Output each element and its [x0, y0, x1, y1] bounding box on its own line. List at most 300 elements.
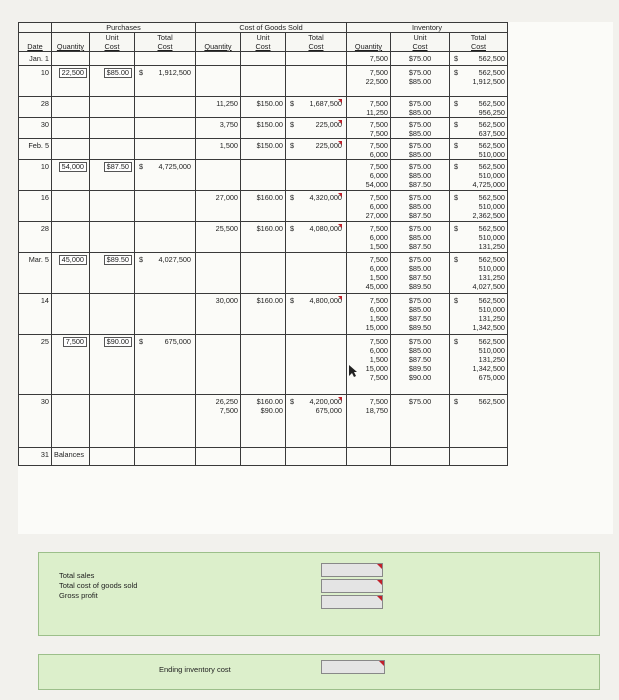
cogs-unit-cell [241, 253, 286, 294]
inv-unit-cell [391, 97, 450, 118]
dollar-sign: $ [290, 120, 295, 129]
cogs-total-value[interactable]: 4,200,000 [288, 397, 342, 406]
inv-total-value[interactable]: 562,500 [478, 99, 505, 108]
purchase-total-cell [135, 294, 196, 335]
inv-unit-value[interactable]: $75.00 [408, 224, 432, 233]
total-sales-input[interactable] [321, 563, 383, 577]
inv-qty-cell [347, 66, 391, 97]
inv-qty-value[interactable]: 6,000 [369, 346, 388, 355]
inv-qty-value[interactable]: 7,500 [369, 99, 388, 108]
purchase-qty-cell [52, 253, 90, 294]
inv-total-value[interactable]: 562,500 [478, 141, 505, 150]
inv-total-cell [450, 52, 508, 66]
inv-qty-cell [347, 191, 391, 222]
cogs-qty-cell [196, 160, 241, 191]
inv-total-value[interactable]: 562,500 [478, 255, 505, 264]
purchase-qty-cell [52, 118, 90, 139]
inv-qty-value[interactable]: 7,500 [369, 255, 388, 264]
row-date: Feb. 5 [19, 139, 52, 160]
totals-inputs [321, 563, 383, 611]
dollar-sign: $ [454, 296, 459, 305]
inv-qty-cell [347, 118, 391, 139]
inv-total-cell [450, 222, 508, 253]
inv-unit-value[interactable]: $75.00 [408, 162, 432, 171]
inv-qty-value[interactable]: 18,750 [365, 406, 388, 415]
inv-total-header: Total Cost [450, 33, 508, 52]
dollar-sign: $ [454, 397, 459, 406]
purchase-total-value[interactable]: 1,912,500 [158, 68, 191, 77]
cogs-unit-value[interactable]: $150.00 [256, 141, 283, 150]
inv-unit-cell [391, 335, 450, 395]
purchase-total-value[interactable]: 4,725,000 [158, 162, 191, 171]
cogs-qty-cell [196, 395, 241, 448]
cogs-total-cell [286, 253, 347, 294]
purchase-unit-cell [90, 294, 135, 335]
cogs-qty-value[interactable]: 26,250 [215, 397, 238, 406]
cogs-unit-value[interactable]: $150.00 [256, 120, 283, 129]
purchase-unit-cell [90, 395, 135, 448]
cogs-qty-value[interactable]: 3,750 [219, 120, 238, 129]
balances-cell [90, 448, 135, 466]
cogs-qty-value[interactable]: 11,250 [216, 99, 238, 108]
inv-qty-value[interactable]: 1,500 [369, 273, 388, 282]
cogs-unit-cell [241, 66, 286, 97]
purchase-qty-cell [52, 52, 90, 66]
inv-qty-value[interactable]: 7,500 [369, 162, 388, 171]
cogs-unit-cell [241, 335, 286, 395]
inv-total-cell [450, 97, 508, 118]
purchase-unit-value[interactable]: $90.00 [104, 337, 132, 347]
cogs-unit-cell [241, 118, 286, 139]
cogs-qty-cell [196, 66, 241, 97]
dollar-sign: $ [139, 162, 144, 171]
dollar-sign: $ [454, 162, 459, 171]
inv-total-cell [450, 191, 508, 222]
balances-cell [450, 448, 508, 466]
cogs-total-cell [286, 191, 347, 222]
cogs-unit-header: Unit Cost [241, 33, 286, 52]
cogs-total-cell [286, 52, 347, 66]
cogs-unit-cell [241, 139, 286, 160]
inv-unit-header: Unit Cost [391, 33, 450, 52]
dollar-sign: $ [454, 120, 459, 129]
purchase-total-cell [135, 395, 196, 448]
purchase-total-cell [135, 253, 196, 294]
perpetual-inventory-table [18, 22, 508, 466]
inv-total-value[interactable]: 510,000 [478, 171, 505, 180]
cogs-unit-value[interactable]: $160.00 [256, 397, 283, 406]
cogs-unit-cell [241, 160, 286, 191]
dollar-sign: $ [290, 296, 295, 305]
inv-qty-value[interactable]: 1,500 [369, 242, 388, 251]
cogs-total-value[interactable]: 225,000 [288, 120, 342, 129]
dollar-sign: $ [454, 224, 459, 233]
inv-unit-value[interactable]: $75.00 [408, 54, 432, 63]
inv-total-value[interactable]: 510,000 [478, 305, 505, 314]
dollar-sign: $ [454, 141, 459, 150]
purchase-unit-cell [90, 118, 135, 139]
cogs-qty-value[interactable]: 27,000 [215, 193, 238, 202]
inv-unit-value[interactable]: $75.00 [408, 296, 432, 305]
inv-unit-value[interactable]: $85.00 [408, 305, 432, 314]
inv-total-cell [450, 118, 508, 139]
inv-total-cell [450, 294, 508, 335]
inv-unit-value[interactable]: $89.50 [408, 364, 432, 373]
dollar-sign: $ [454, 68, 459, 77]
dollar-sign: $ [454, 54, 459, 63]
inv-unit-value[interactable]: $87.50 [408, 355, 432, 364]
cogs-total-cell [286, 294, 347, 335]
inv-qty-value[interactable]: 6,000 [369, 264, 388, 273]
cogs-unit-value-2[interactable]: $90.00 [260, 406, 283, 415]
inv-qty-cell [347, 52, 391, 66]
inv-unit-cell [391, 118, 450, 139]
inv-total-value[interactable]: 510,000 [478, 346, 505, 355]
cogs-qty-cell [196, 335, 241, 395]
inv-qty-value[interactable]: 15,000 [365, 323, 388, 332]
dollar-sign: $ [454, 99, 459, 108]
inv-total-cell [450, 66, 508, 97]
cogs-unit-value[interactable]: $160.00 [256, 224, 283, 233]
purchase-qty-cell [52, 191, 90, 222]
purchase-unit-cell [90, 139, 135, 160]
inv-unit-value[interactable]: $87.50 [408, 180, 432, 189]
inv-total-cell [450, 139, 508, 160]
purchase-qty-value[interactable]: 54,000 [59, 162, 87, 172]
row-date: 16 [19, 191, 52, 222]
purchase-unit-cell [90, 335, 135, 395]
inv-qty-header: Quantity [347, 33, 391, 52]
balances-label: Balances [52, 448, 90, 466]
cogs-qty-cell [196, 253, 241, 294]
purchase-qty-cell [52, 335, 90, 395]
inv-qty-value[interactable]: 7,500 [369, 373, 388, 382]
row-date: 30 [19, 118, 52, 139]
inv-unit-cell [391, 222, 450, 253]
cogs-qty-value[interactable]: 25,500 [215, 224, 238, 233]
cogs-qty-cell [196, 97, 241, 118]
inv-total-value[interactable]: 1,912,500 [472, 77, 505, 86]
row-date: 30 [19, 395, 52, 448]
inv-unit-value[interactable]: $75.00 [408, 397, 432, 406]
inv-qty-value[interactable]: 6,000 [369, 202, 388, 211]
purchase-qty-header: Quantity [52, 33, 90, 52]
cogs-unit-value[interactable]: $160.00 [256, 296, 283, 305]
inv-qty-value[interactable]: 7,500 [369, 397, 388, 406]
row-date: Mar. 5 [19, 253, 52, 294]
inv-qty-value[interactable]: 54,000 [365, 180, 388, 189]
inv-unit-cell [391, 66, 450, 97]
inv-unit-cell [391, 253, 450, 294]
cogs-total-cell [286, 160, 347, 191]
inv-total-value[interactable]: 562,500 [478, 337, 505, 346]
inv-unit-cell [391, 160, 450, 191]
cogs-qty-cell [196, 222, 241, 253]
cogs-total-cell [286, 118, 347, 139]
total-cogs-label: Total cost of goods sold [59, 581, 138, 590]
dollar-sign: $ [290, 397, 295, 406]
inv-total-value[interactable]: 131,250 [478, 242, 505, 251]
inv-unit-value[interactable]: $75.00 [408, 193, 432, 202]
balances-cell [196, 448, 241, 466]
inv-total-value[interactable]: 131,250 [478, 273, 505, 282]
inv-unit-value[interactable]: $85.00 [408, 171, 432, 180]
cogs-unit-cell [241, 395, 286, 448]
dollar-sign: $ [139, 68, 144, 77]
cogs-qty-header: Quantity [196, 33, 241, 52]
date-header-blank [19, 23, 52, 33]
inv-unit-value[interactable]: $87.50 [408, 273, 432, 282]
inv-qty-value[interactable]: 6,000 [369, 305, 388, 314]
cogs-total-cell [286, 97, 347, 118]
cogs-total-header: Total Cost [286, 33, 347, 52]
purchase-qty-cell [52, 160, 90, 191]
inv-total-cell [450, 395, 508, 448]
purchase-unit-value[interactable]: $85.00 [104, 68, 132, 78]
inv-total-value[interactable]: 510,000 [478, 202, 505, 211]
cogs-total-value[interactable]: 1,687,500 [288, 99, 342, 108]
inv-total-cell [450, 160, 508, 191]
inv-total-value[interactable]: 562,500 [478, 54, 505, 63]
dollar-sign: $ [454, 337, 459, 346]
inv-unit-cell [391, 294, 450, 335]
cogs-qty-cell [196, 139, 241, 160]
inv-total-cell [450, 253, 508, 294]
purchase-total-value[interactable]: 675,000 [164, 337, 191, 346]
purchase-unit-cell [90, 66, 135, 97]
inv-unit-value[interactable]: $89.50 [408, 323, 432, 332]
ending-inventory-input[interactable] [321, 660, 385, 674]
purchase-unit-cell [90, 52, 135, 66]
purchase-unit-cell [90, 160, 135, 191]
dollar-sign: $ [139, 255, 144, 264]
inv-total-value[interactable]: 562,500 [478, 68, 505, 77]
inv-unit-value[interactable]: $75.00 [408, 141, 432, 150]
inv-total-value[interactable]: 4,725,000 [472, 180, 505, 189]
cogs-unit-value[interactable]: $160.00 [256, 193, 283, 202]
purchase-unit-cell [90, 97, 135, 118]
gross-profit-label: Gross profit [59, 591, 98, 600]
row-date: 28 [19, 222, 52, 253]
balances-cell [391, 448, 450, 466]
purchase-total-cell [135, 97, 196, 118]
inv-unit-value[interactable]: $75.00 [408, 255, 432, 264]
dollar-sign: $ [290, 141, 295, 150]
purchase-total-cell [135, 66, 196, 97]
inv-total-value[interactable]: 2,362,500 [472, 211, 505, 220]
row-date: Jan. 1 [19, 52, 52, 66]
cogs-qty-cell [196, 294, 241, 335]
row-date: 14 [19, 294, 52, 335]
inv-unit-value[interactable]: $90.00 [408, 373, 432, 382]
inv-qty-value[interactable]: 11,250 [366, 108, 388, 117]
dollar-sign: $ [290, 224, 295, 233]
inv-qty-value[interactable]: 7,500 [369, 224, 388, 233]
inv-total-value[interactable]: 562,500 [478, 296, 505, 305]
cogs-total-value[interactable]: 225,000 [288, 141, 342, 150]
row-date: 28 [19, 97, 52, 118]
inv-total-value[interactable]: 510,000 [478, 150, 505, 159]
inv-unit-cell [391, 52, 450, 66]
inv-total-value[interactable]: 131,250 [478, 314, 505, 323]
cogs-unit-cell [241, 222, 286, 253]
purchase-total-cell [135, 222, 196, 253]
cogs-qty-value-2[interactable]: 7,500 [219, 406, 238, 415]
inv-total-cell [450, 335, 508, 395]
inventory-header: Inventory [347, 23, 508, 33]
purchase-unit-header: Unit Cost [90, 33, 135, 52]
purchase-unit-value[interactable]: $89.50 [104, 255, 132, 265]
inv-total-value[interactable]: 562,500 [478, 162, 505, 171]
inv-qty-cell [347, 395, 391, 448]
row-date: 25 [19, 335, 52, 395]
purchase-unit-value[interactable]: $87.50 [104, 162, 132, 172]
purchase-qty-cell [52, 222, 90, 253]
inv-total-value[interactable]: 562,500 [478, 193, 505, 202]
inv-total-value[interactable]: 637,500 [478, 129, 505, 138]
cogs-unit-cell [241, 191, 286, 222]
inv-unit-value[interactable]: $85.00 [408, 129, 432, 138]
cogs-total-value-2[interactable]: 675,000 [315, 406, 342, 415]
cogs-total-value[interactable]: 4,800,000 [288, 296, 342, 305]
inv-qty-value[interactable]: 7,500 [369, 337, 388, 346]
inv-qty-value[interactable]: 15,000 [365, 364, 388, 373]
inv-total-value[interactable]: 562,500 [478, 120, 505, 129]
dollar-sign: $ [290, 193, 295, 202]
inv-qty-value[interactable]: 7,500 [369, 120, 388, 129]
cogs-qty-cell [196, 52, 241, 66]
cogs-qty-value[interactable]: 30,000 [215, 296, 238, 305]
cogs-total-cell [286, 139, 347, 160]
inv-unit-value[interactable]: $85.00 [408, 202, 432, 211]
purchase-total-cell [135, 160, 196, 191]
inv-qty-value[interactable]: 1,500 [369, 314, 388, 323]
date-col-header: Date [19, 33, 52, 52]
balances-cell [241, 448, 286, 466]
inv-total-value[interactable]: 4,027,500 [472, 282, 505, 291]
purchase-unit-cell [90, 253, 135, 294]
ending-inventory-label: Ending inventory cost [159, 665, 231, 674]
purchases-header: Purchases [52, 23, 196, 33]
purchase-qty-value[interactable]: 7,500 [63, 337, 87, 347]
dollar-sign: $ [139, 337, 144, 346]
inv-unit-value[interactable]: $87.50 [408, 211, 432, 220]
dollar-sign: $ [454, 193, 459, 202]
inv-qty-value[interactable]: 1,500 [369, 355, 388, 364]
inv-qty-value[interactable]: 7,500 [369, 68, 388, 77]
purchase-qty-cell [52, 97, 90, 118]
inv-total-value[interactable]: 1,342,500 [472, 364, 505, 373]
purchase-total-cell [135, 118, 196, 139]
total-cogs-input[interactable] [321, 579, 383, 593]
inv-qty-value[interactable]: 6,000 [369, 150, 388, 159]
inv-unit-value[interactable]: $85.00 [408, 233, 432, 242]
cogs-header: Cost of Goods Sold [196, 23, 347, 33]
inv-qty-value[interactable]: 7,500 [369, 54, 388, 63]
inv-unit-value[interactable]: $75.00 [408, 68, 432, 77]
purchase-unit-cell [90, 222, 135, 253]
inv-qty-value[interactable]: 7,500 [369, 129, 388, 138]
inv-unit-value[interactable]: $89.50 [408, 282, 432, 291]
purchase-qty-value[interactable]: 45,000 [59, 255, 87, 265]
inv-qty-value[interactable]: 45,000 [365, 282, 388, 291]
inv-unit-value[interactable] [393, 406, 447, 415]
gross-profit-input[interactable] [321, 595, 383, 609]
totals-panel [38, 552, 600, 636]
inv-unit-value[interactable]: $87.50 [408, 314, 432, 323]
purchase-qty-cell [52, 139, 90, 160]
purchase-total-header: Total Cost [135, 33, 196, 52]
inv-unit-value[interactable]: $75.00 [408, 337, 432, 346]
mouse-cursor-icon [348, 364, 358, 378]
inv-qty-value[interactable]: 6,000 [369, 171, 388, 180]
cogs-qty-cell [196, 191, 241, 222]
inv-qty-value[interactable]: 22,500 [365, 77, 388, 86]
total-sales-label: Total sales [59, 571, 95, 580]
inv-total-value[interactable]: 510,000 [478, 233, 505, 242]
inv-qty-value[interactable]: 7,500 [369, 141, 388, 150]
inv-unit-value[interactable]: $85.00 [408, 346, 432, 355]
inv-total-value[interactable]: 675,000 [478, 373, 505, 382]
inv-qty-value[interactable]: 6,000 [369, 233, 388, 242]
inv-unit-value[interactable]: $85.00 [408, 77, 432, 86]
inv-total-value[interactable]: 1,342,500 [472, 323, 505, 332]
inv-unit-value[interactable]: $85.00 [408, 264, 432, 273]
inv-total-value[interactable] [452, 406, 505, 415]
purchase-total-cell [135, 191, 196, 222]
row-date: 10 [19, 66, 52, 97]
purchase-total-cell [135, 335, 196, 395]
inv-total-value[interactable]: 562,500 [478, 224, 505, 233]
row-date: 10 [19, 160, 52, 191]
inv-unit-value[interactable]: $75.00 [408, 120, 432, 129]
cogs-total-value[interactable]: 4,320,000 [288, 193, 342, 202]
balances-cell [286, 448, 347, 466]
purchase-total-cell [135, 52, 196, 66]
cogs-total-cell [286, 222, 347, 253]
inv-total-value[interactable]: 510,000 [478, 264, 505, 273]
inv-qty-cell [347, 253, 391, 294]
purchase-qty-cell [52, 294, 90, 335]
inv-qty-value[interactable]: 7,500 [369, 296, 388, 305]
inv-total-value[interactable]: 131,250 [478, 355, 505, 364]
cogs-qty-value[interactable]: 1,500 [219, 141, 238, 150]
totals-labels [59, 571, 137, 601]
cogs-unit-cell [241, 52, 286, 66]
cogs-qty-cell [196, 118, 241, 139]
cogs-unit-cell [241, 97, 286, 118]
inv-unit-value[interactable]: $85.00 [408, 150, 432, 159]
inv-unit-cell [391, 191, 450, 222]
inv-unit-cell [391, 395, 450, 448]
cogs-unit-value[interactable]: $150.00 [256, 99, 283, 108]
inv-qty-value[interactable]: 27,000 [365, 211, 388, 220]
inv-unit-value[interactable]: $75.00 [408, 99, 432, 108]
cogs-total-value[interactable]: 4,080,000 [288, 224, 342, 233]
cogs-unit-cell [241, 294, 286, 335]
purchase-qty-value[interactable]: 22,500 [59, 68, 87, 78]
inv-unit-value[interactable]: $85.00 [408, 108, 432, 117]
inv-unit-value[interactable]: $87.50 [408, 242, 432, 251]
inv-qty-cell [347, 139, 391, 160]
inv-qty-value[interactable]: 7,500 [369, 193, 388, 202]
purchase-qty-cell [52, 395, 90, 448]
inv-total-value[interactable]: 562,500 [478, 397, 505, 406]
purchase-total-value[interactable]: 4,027,500 [158, 255, 191, 264]
inv-total-value[interactable]: 956,250 [478, 108, 505, 117]
balances-cell [347, 448, 391, 466]
inv-qty-cell [347, 294, 391, 335]
